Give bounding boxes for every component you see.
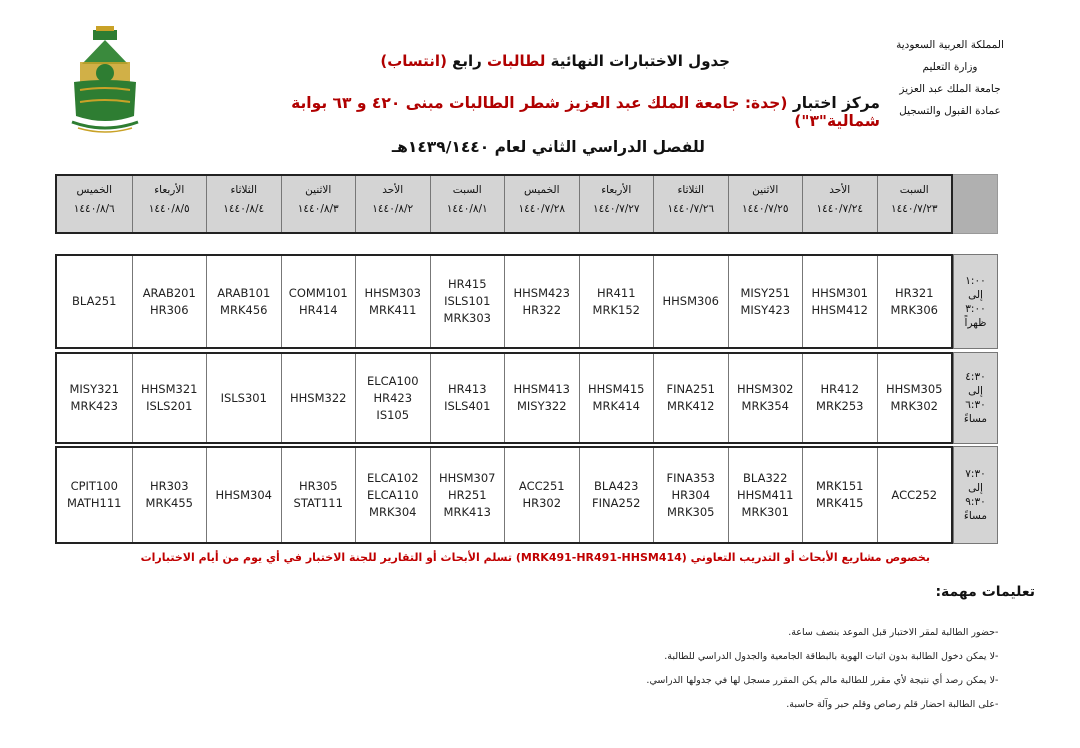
course-code: HR306 [149,302,189,317]
time-slot-text: إلى [968,385,983,397]
exam-center-label: مركز اختبار [787,94,880,112]
course-code: HHSM321 [141,382,198,396]
course-code: STAT111 [293,496,343,510]
instruction-item [500,651,1025,662]
course-code: ELCA102 [366,470,419,485]
course-cell [355,354,430,442]
course-code: MRK303 [443,311,491,325]
course-code: HR411 [596,285,636,300]
course-cell [504,354,579,442]
course-cell [281,448,356,542]
course-code: COMM101 [288,285,348,300]
header-cell [281,176,356,232]
course-code: FINA252 [592,496,641,510]
header-day: الثلاثاء [230,184,258,196]
course-code: HR414 [298,302,338,317]
course-code: FINA353 [666,470,715,485]
header-day: السبت [452,184,482,196]
ministry-line-deanship: عمادة القبول والتسجيل [899,105,1001,117]
time-slot-text: ٩:٣٠ [965,496,986,508]
course-code: HR412 [820,382,860,396]
course-cell [206,448,281,542]
course-cell [579,354,654,442]
course-code: HHSM423 [513,285,570,300]
course-code: MISY251 [740,285,791,300]
table-header-row [55,174,953,234]
time-slot-cell [953,352,998,444]
course-cell [206,354,281,442]
course-code: MRK302 [890,399,938,413]
time-slot-text: ٤:٣٠ [965,371,986,383]
course-cell [206,256,281,347]
header-date: ١٤٤٠/٧/٢٦ [667,203,715,215]
course-code: HHSM415 [588,382,645,396]
header-date: ١٤٤٠/٨/٤ [223,203,265,215]
course-cell [57,448,132,542]
course-code: MRK455 [145,496,193,510]
course-code: HR322 [522,302,562,317]
course-cell [504,256,579,347]
instruction-item [500,699,1025,710]
course-code: ELCA110 [366,487,419,502]
course-code: HR251 [447,487,487,502]
instruction-bullet: - [995,675,999,686]
exam-schedule-table [55,174,998,544]
course-code: MRK305 [667,504,715,519]
course-code: ACC252 [891,487,938,502]
course-cell [355,256,430,347]
course-code: HR415 [447,277,487,291]
instruction-item [500,627,1025,638]
time-slot-text: إلى [968,288,983,301]
course-cell [281,256,356,347]
header-cell [132,176,207,232]
instruction-bullet: - [995,627,999,638]
projects-notice: بخصوص مشاريع الأبحاث أو التدريب التعاوني (MRK491-HR491-HHSM414) تسلم الأبحاث أو التقارير للجنة الاختبار في أي يوم من أيام الاختبارات [140,551,930,564]
course-code: HHSM306 [662,294,719,308]
instructions-title: تعليمات مهمة: [935,584,1035,600]
header-day: الخميس [76,184,113,196]
time-slot-text: ٣:٠٠ [965,302,986,315]
course-code: HR413 [447,382,487,396]
header-cell [579,176,654,232]
course-cell [728,448,803,542]
course-code: MRK412 [667,399,715,413]
course-cell [132,448,207,542]
time-slot-text: ظهراً [964,316,987,329]
course-code: HHSM304 [215,487,272,502]
course-code: ISLS401 [444,399,491,413]
instruction-bullet: - [995,699,999,710]
course-cells [55,254,953,349]
header-date: ١٤٤٠/٨/٦ [73,203,115,215]
header-date: ١٤٤٠/٨/٢ [372,203,414,215]
course-code: IS105 [376,407,410,422]
course-code: MISY321 [69,382,120,396]
course-code: MRK415 [816,496,864,510]
header-date: ١٤٤٠/٨/١ [446,203,488,215]
instruction-item [500,675,1025,686]
header-cell [355,176,430,232]
course-cell [355,448,430,542]
course-code: MATH111 [66,496,122,510]
course-cell [57,354,132,442]
time-slot-text: مساءً [963,413,988,425]
header-day: الأربعاء [601,184,632,196]
course-code: BLA423 [594,479,639,493]
course-code: HHSM411 [737,487,794,502]
header-date: ١٤٤٠/٧/٢٧ [592,203,640,215]
course-cell [877,354,952,442]
course-cell [430,354,505,442]
header-date: ١٤٤٠/٧/٢٥ [741,203,789,215]
header-cell [877,176,952,232]
course-code: HR302 [522,496,562,510]
header-day: الخميس [523,184,560,196]
exam-center-title [200,94,880,130]
course-code: MRK423 [70,399,118,413]
course-code: HHSM413 [513,382,570,396]
course-code: MISY322 [516,399,567,413]
university-logo [60,24,150,136]
course-cell [802,256,877,347]
title-prefix: جدول الاختبارات النهائية [545,52,730,70]
table-row [55,352,998,444]
header-cell [206,176,281,232]
ministry-line-university: جامعة الملك عبد العزيز [899,83,1001,95]
course-code: MRK151 [816,479,864,493]
course-code: HR305 [298,479,338,493]
course-code: MRK456 [220,302,268,317]
course-cells [55,352,953,444]
course-code: ISLS301 [220,390,267,405]
course-code: ARAB201 [142,285,196,300]
course-code: MRK413 [443,504,491,519]
page-title [330,52,730,70]
time-slot-text: ٧:٣٠ [965,468,986,480]
course-code: HR303 [149,479,189,493]
course-cell [728,256,803,347]
header-day: الثلاثاء [677,184,705,196]
course-cell [802,448,877,542]
instruction-text: لا يمكن دخول الطالبة بدون اثبات الهوية بالبطاقة الجامعية والجدول الدراسي للطالبة. [664,651,995,662]
instruction-bullet: - [995,651,999,662]
table-row [55,446,998,544]
time-slot-text: ١:٠٠ [965,274,986,287]
course-cell [579,256,654,347]
course-cell [653,354,728,442]
header-date: ١٤٤٠/٧/٢٤ [816,203,864,215]
header-cell [802,176,877,232]
course-cell [802,354,877,442]
course-code: MRK304 [369,504,417,519]
course-code: HHSM302 [737,382,794,396]
course-code: HR304 [671,487,711,502]
course-cell [132,354,207,442]
time-slot-text: ٦:٣٠ [965,399,986,411]
header-day: الاثنين [305,184,332,196]
course-code: CPIT100 [70,479,118,493]
course-code: MRK152 [592,302,640,317]
course-code: MRK301 [741,504,789,519]
header-day: الأحد [382,184,404,196]
course-code: HHSM301 [811,285,868,300]
time-slot-text: إلى [968,482,983,494]
title-mid: رابع [446,52,488,70]
semester-title: للفصل الدراسي الثاني لعام ١٤٣٩/١٤٤٠هـ [391,138,705,156]
course-cell [728,354,803,442]
course-code: HHSM412 [811,302,868,317]
header-cell [728,176,803,232]
header-cell [504,176,579,232]
course-code: HHSM307 [439,470,496,485]
course-code: BLA251 [72,294,117,308]
course-code: MRK306 [890,302,938,317]
course-code: MRK253 [816,399,864,413]
ministry-line-ministry: وزارة التعليم [922,61,978,73]
course-cell [653,256,728,347]
course-code: MRK354 [741,399,789,413]
header-day: الأحد [829,184,851,196]
header-day: الأربعاء [154,184,185,196]
header-date: ١٤٤٠/٨/٥ [148,203,190,215]
course-code: HHSM322 [290,390,347,405]
header-day: الاثنين [752,184,779,196]
course-cell [281,354,356,442]
course-code: ACC251 [518,479,565,493]
course-cell [877,256,952,347]
course-code: BLA322 [743,470,788,485]
table-row [55,254,998,349]
header-cell [57,176,132,232]
course-code: HHSM303 [364,285,421,300]
instruction-text: لا يمكن رصد أي نتيجة لأي مقرر للطالبة مالم يكن المقرر مسجل لها في جدولها الدراسي. [646,675,995,686]
course-cell [504,448,579,542]
course-code: ARAB101 [217,285,271,300]
course-code: MRK414 [592,399,640,413]
course-cell [430,256,505,347]
header-date: ١٤٤٠/٨/٣ [297,203,339,215]
time-slot-cell [953,446,998,544]
header-day: السبت [899,184,929,196]
ministry-line-country: المملكة العربية السعودية [896,39,1004,51]
instruction-text: على الطالبة احضار قلم رصاص وقلم حبر وآلة حاسبة. [786,699,995,710]
course-cell [653,448,728,542]
header-date: ١٤٤٠/٧/٢٣ [890,203,938,215]
course-cell [57,256,132,347]
course-cell [430,448,505,542]
time-slot-text: مساءً [963,510,988,522]
course-cells [55,446,953,544]
course-code: ISLS201 [146,399,193,413]
header-cell [430,176,505,232]
header-cell [653,176,728,232]
course-code: MISY423 [740,302,791,317]
header-date: ١٤٤٠/٧/٢٨ [518,203,566,215]
exam-center-location: (جدة: جامعة الملك عبد العزيز شطر الطالبات مبنى ٤٢٠ و ٦٣ بوابة شمالية"٣") [291,94,880,130]
course-cell [579,448,654,542]
time-slot-cell [953,254,998,349]
course-code: HHSM305 [886,382,943,396]
course-cell [877,448,952,542]
course-code: FINA251 [666,382,715,396]
course-code: HR321 [894,285,934,300]
title-highlight: لطالبات [487,52,546,70]
title-highlight-2: (انتساب) [380,52,447,70]
course-code: MRK411 [369,302,417,317]
course-code: ISLS101 [444,294,491,308]
ministry-header [880,34,1020,122]
instruction-text: حضور الطالبة لمقر الاختبار قبل الموعد بنصف ساعة. [788,627,995,638]
course-code: ELCA100 [366,373,419,388]
course-cell [132,256,207,347]
course-code: HR423 [373,390,413,405]
header-corner [953,174,998,234]
